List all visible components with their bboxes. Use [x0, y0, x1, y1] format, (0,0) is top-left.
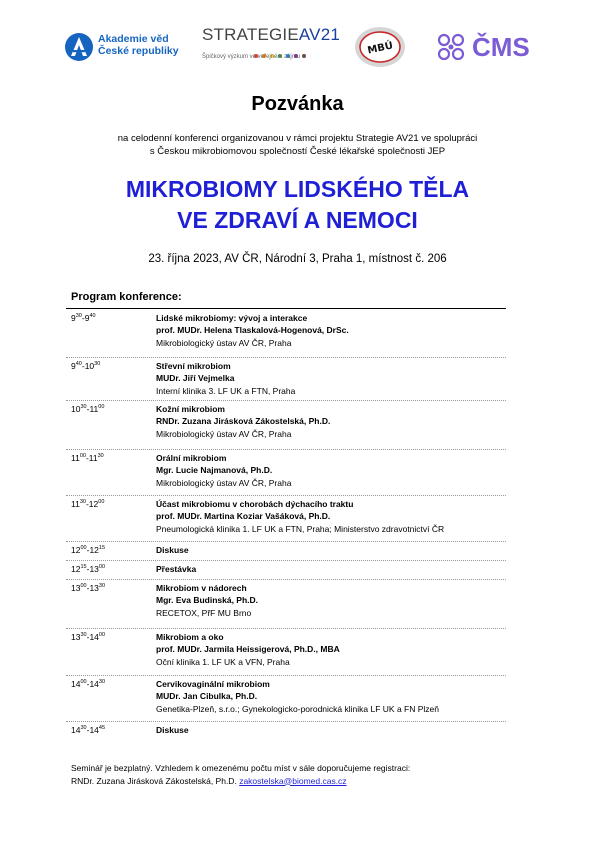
program-row-divider	[66, 628, 506, 629]
program-details	[156, 678, 516, 715]
time-hour: 10	[71, 404, 81, 414]
time-minutes: 00	[98, 564, 106, 570]
talk-title: Mikrobiom v nádorech	[156, 583, 247, 593]
speaker-affiliation: Genetika-Plzeň, s.r.o.; Gynekologicko-porodnická klinika LF UK a FN Plzeň	[156, 703, 439, 714]
time-hour: 10	[84, 361, 95, 371]
time-hour: 13	[71, 632, 81, 642]
time-minutes: 30	[75, 313, 82, 319]
speaker-affiliation: Pneumologická klinika 1. LF UK a FTN, Praha; Ministerstvo zdravotnictví ČR	[156, 523, 445, 534]
conference-title	[0, 174, 595, 236]
logo-bar	[0, 24, 595, 72]
program-row-divider	[66, 357, 506, 358]
speaker-name: prof. MUDr. Jarmila Heissigerová, Ph.D., MBA	[156, 644, 340, 655]
program-time: $14^{00}-14^{30}$	[71, 679, 106, 689]
registration-note	[71, 762, 410, 787]
time-minutes: 30	[97, 453, 104, 459]
time-hour: 12	[88, 499, 99, 509]
program-time: $12^{15}-13^{00}$	[71, 564, 106, 574]
cms-text: ČMS	[472, 32, 530, 62]
talk-title: Mikrobiom a oko	[156, 632, 224, 642]
speaker-name: MUDr. Jiří Vejmelka	[156, 373, 235, 384]
mbu-logo	[352, 25, 408, 69]
speaker-name: RNDr. Zuzana Jirásková Zákostelská, Ph.D.	[156, 416, 331, 427]
program-details	[156, 563, 516, 575]
time-minutes: 00	[80, 583, 87, 589]
mbu-emblem-icon	[352, 25, 408, 69]
speaker-affiliation: Interní klinika 3. LF UK a FTN, Praha	[156, 385, 296, 396]
time-hour: 12	[71, 564, 81, 574]
program-time: $12^{00}-12^{15}$	[71, 545, 106, 555]
time-hour: 11	[89, 404, 99, 414]
time-hour: 9	[71, 361, 76, 371]
contact-name: RNDr. Zuzana Jirásková Zákostelská, Ph.D.	[71, 775, 237, 786]
program-row-divider	[66, 675, 506, 676]
talk-title: Diskuse	[156, 725, 189, 735]
talk-title: Účast mikrobiomu v chorobách dýchacího traktu	[156, 499, 354, 509]
program-details	[156, 312, 516, 349]
speaker-name: prof. MUDr. Helena Tlaskalová-Hogenová, DrSc.	[156, 325, 349, 336]
speaker-affiliation: RECETOX, PřF MU Brno	[156, 607, 252, 618]
cms-emblem-icon	[436, 32, 470, 64]
program-row-divider	[66, 541, 506, 542]
time-minutes: 45	[98, 725, 106, 731]
mbu-text: MBÚ	[366, 40, 395, 57]
program-heading: Program konference:	[71, 291, 182, 303]
talk-title: Přestávka	[156, 564, 197, 574]
time-hour: 14	[89, 725, 99, 735]
time-minutes: 00	[79, 453, 86, 459]
strategie-tagline: Špičkový výzkum ve veřejném zájmu	[202, 54, 301, 60]
time-minutes: 00	[98, 632, 106, 638]
speaker-name: Mgr. Eva Budinská, Ph.D.	[156, 595, 259, 606]
program-time: $10^{30}-11^{00}$	[71, 404, 105, 414]
talk-title: Lidské mikrobiomy: vývoj a interakce	[156, 313, 308, 323]
time-minutes: 30	[98, 583, 106, 589]
program-row-divider	[66, 495, 506, 496]
intro-line1: na celodenní konferenci organizovanou v rámci projektu Strategie AV21 ve spolupráci	[117, 133, 478, 144]
program-details	[156, 403, 516, 440]
time-hour: 13	[89, 583, 99, 593]
talk-title: Střevní mikrobiom	[156, 361, 231, 371]
program-time: $9^{30}-9^{40}$	[71, 313, 96, 323]
conference-title-line2: VE ZDRAVÍ A NEMOCI	[177, 207, 418, 233]
speaker-affiliation: Mikrobiologický ústav AV ČR, Praha	[156, 428, 292, 439]
program-details	[156, 724, 516, 736]
time-minutes: 30	[79, 499, 86, 505]
program-row-divider	[66, 560, 506, 561]
time-minutes: 15	[98, 545, 106, 551]
talk-title: Cervikovaginální mikrobiom	[156, 679, 270, 689]
strategie-av21-logo	[202, 26, 342, 68]
program-details	[156, 452, 516, 489]
speaker-name: MUDr. Jan Cibulka, Ph.D.	[156, 691, 258, 702]
time-minutes: 30	[98, 679, 106, 685]
contact-line	[71, 775, 410, 788]
time-minutes: 30	[80, 632, 87, 638]
talk-title: Kožní mikrobiom	[156, 404, 225, 414]
time-hour: 14	[89, 632, 99, 642]
time-minutes: 00	[80, 679, 87, 685]
speaker-affiliation: Mikrobiologický ústav AV ČR, Praha	[156, 477, 292, 488]
akademie-line1: Akademie věd	[98, 33, 169, 45]
speaker-name: prof. MUDr. Martina Koziar Vašáková, Ph.D.	[156, 511, 331, 522]
strategie-dots-icon	[254, 45, 334, 51]
time-minutes: 40	[75, 361, 82, 367]
program-time: $13^{00}-13^{30}$	[71, 583, 106, 593]
program-time: $9^{40}-10^{30}$	[71, 361, 101, 371]
time-minutes: 30	[80, 404, 87, 410]
time-hour: 14	[71, 679, 81, 689]
talk-title: Orální mikrobiom	[156, 453, 227, 463]
akademie-ved-emblem-icon	[64, 32, 94, 62]
time-minutes: 00	[98, 404, 105, 410]
program-time: $11^{30}-12^{00}$	[71, 499, 105, 509]
time-hour: 9	[84, 313, 90, 323]
cms-logo	[436, 32, 542, 64]
time-hour: 13	[89, 564, 99, 574]
intro-line2: s Českou mikrobiomovou společností České lékařské společnosti JEP	[149, 146, 446, 157]
talk-title: Diskuse	[156, 545, 189, 555]
speaker-affiliation: Mikrobiologický ústav AV ČR, Praha	[156, 337, 292, 348]
speaker-name: Mgr. Lucie Najmanová, Ph.D.	[156, 465, 273, 476]
time-minutes: 00	[80, 545, 87, 551]
time-minutes: 00	[98, 499, 105, 505]
time-hour: 12	[89, 545, 99, 555]
time-hour: 12	[71, 545, 81, 555]
page-title: Pozvánka	[251, 93, 344, 115]
time-hour: 14	[89, 679, 99, 689]
program-row-divider	[66, 400, 506, 401]
time-minutes: 15	[80, 564, 87, 570]
time-hour: 11	[71, 453, 80, 463]
program-time: $13^{30}-14^{00}$	[71, 632, 106, 642]
time-minutes: 40	[89, 313, 96, 319]
program-time: $14^{30}-14^{45}$	[71, 725, 106, 735]
conference-title-line1: MIKROBIOMY LIDSKÉHO TĚLA	[125, 176, 470, 202]
program-row-divider	[66, 449, 506, 450]
speaker-affiliation: Oční klinika 1. LF UK a VFN, Praha	[156, 656, 290, 667]
akademie-line2: České republiky	[98, 45, 179, 57]
program-details	[156, 544, 516, 556]
registration-line: Seminář je bezplatný. Vzhledem k omezenému počtu míst v sále doporučujeme registraci:	[71, 763, 411, 773]
program-divider	[66, 308, 506, 309]
program-details	[156, 582, 516, 619]
contact-email-link[interactable]: zakostelska@biomed.cas.cz	[239, 775, 347, 786]
time-hour: 9	[71, 313, 76, 323]
program-row-divider	[66, 579, 506, 580]
time-hour: 11	[88, 453, 98, 463]
program-details	[156, 498, 516, 535]
program-details	[156, 360, 516, 397]
intro-text	[0, 132, 595, 158]
event-date-location: 23. října 2023, AV ČR, Národní 3, Praha 1, místnost č. 206	[148, 253, 447, 265]
time-hour: 14	[71, 725, 81, 735]
strategie-name: STRATEGIE	[202, 25, 299, 44]
program-row-divider	[66, 721, 506, 722]
time-minutes: 30	[80, 725, 87, 731]
strategie-name-accent: AV21	[298, 25, 341, 44]
time-minutes: 30	[94, 361, 101, 367]
time-hour: 13	[71, 583, 81, 593]
program-time: $11^{00}-11^{30}$	[71, 453, 104, 463]
time-hour: 11	[71, 499, 80, 509]
program-details	[156, 631, 516, 668]
